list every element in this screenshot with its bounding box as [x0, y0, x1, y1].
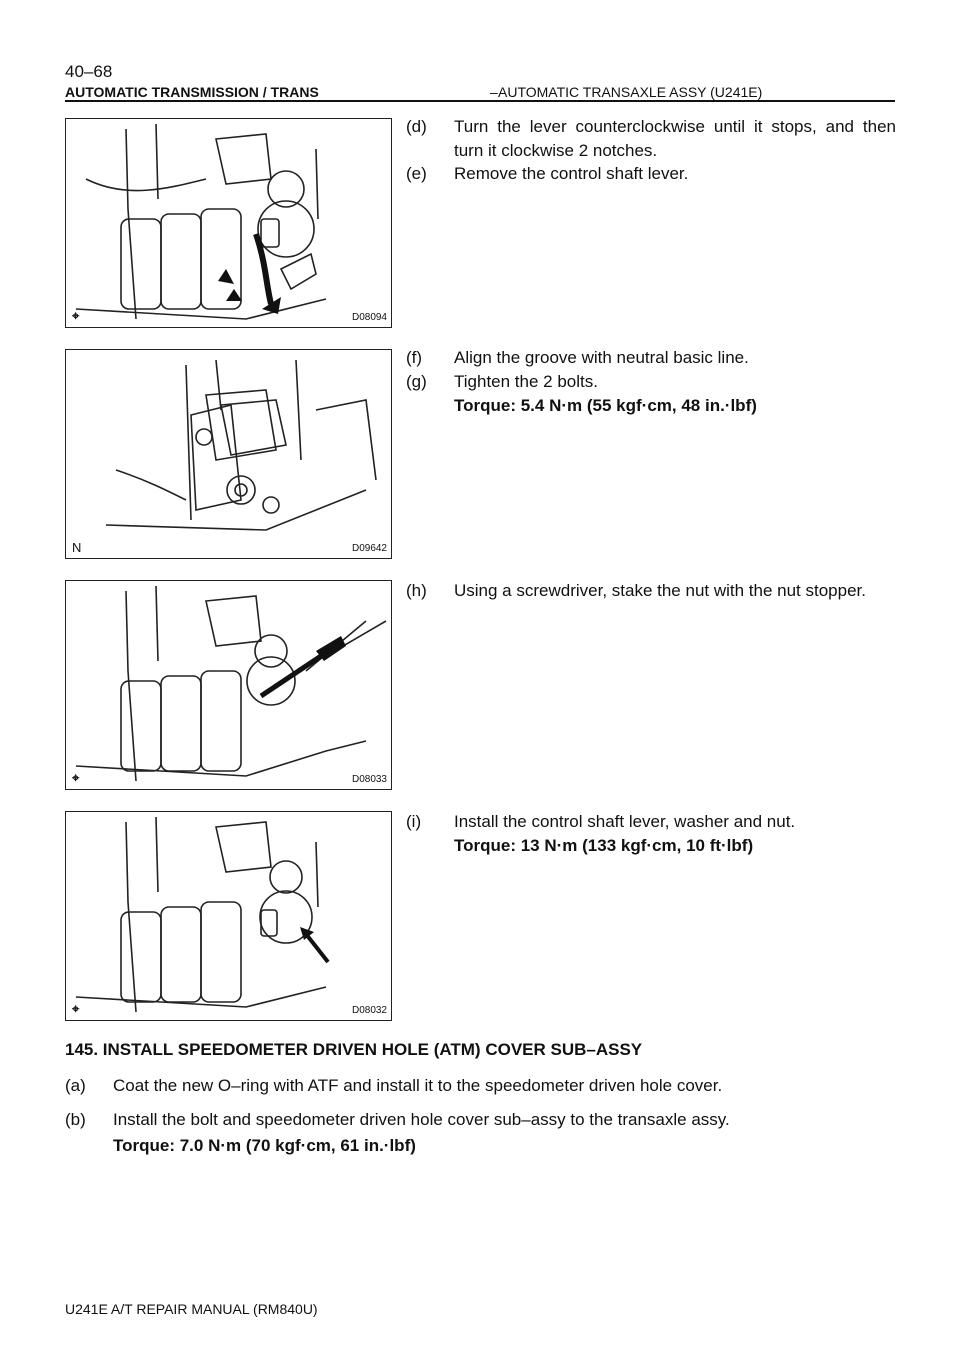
torque-spec: Torque: 13 N·m (133 kgf·cm, 10 ft·lbf): [454, 836, 754, 855]
header-subsection-title: AUTOMATIC TRANSAXLE ASSY (U241E): [498, 84, 763, 100]
figure-code: D08032: [351, 1005, 387, 1016]
figure-d08094: [65, 118, 392, 328]
step-text: Coat the new O–ring with ATF and install it to the speedometer driven hole cover.: [113, 1076, 723, 1095]
step-label: (f): [406, 348, 423, 367]
figure-illustration: [66, 119, 391, 327]
figure-mark: ⌖: [72, 770, 80, 785]
figure-d08033: [65, 580, 392, 790]
step-label: (h): [406, 581, 427, 600]
footer-manual-id: U241E A/T REPAIR MANUAL (RM840U): [65, 1301, 318, 1317]
torque-spec: Torque: 5.4 N·m (55 kgf·cm, 48 in.·lbf): [454, 396, 757, 415]
step-text: Install the control shaft lever, washer and nut.: [454, 812, 796, 831]
step-text-cont: turn it clockwise 2 notches.: [454, 141, 658, 160]
step-label: (i): [406, 812, 422, 831]
step-label: (a): [65, 1076, 86, 1095]
figure-d09642: [65, 349, 392, 559]
figure-d08032: [65, 811, 392, 1021]
step-text: Turn the lever counterclockwise until it stops, and then: [454, 117, 896, 136]
header-section-title: AUTOMATIC TRANSMISSION / TRANS: [65, 84, 319, 100]
header-separator: –: [490, 84, 498, 100]
step-text: Remove the control shaft lever.: [454, 164, 689, 183]
figure-mark: ⌖: [72, 1001, 80, 1016]
step-label: (g): [406, 372, 427, 391]
figure-illustration: [66, 812, 391, 1020]
figure-code: D09642: [351, 543, 387, 554]
figure-mark: ⌖: [72, 308, 80, 323]
step-label: (d): [406, 117, 427, 136]
figure-mark: N: [72, 540, 82, 555]
figure-code: D08094: [351, 312, 387, 323]
step-text: Install the bolt and speedometer driven hole cover sub–assy to the transaxle assy.: [113, 1110, 730, 1129]
step-text: Using a screwdriver, stake the nut with the nut stopper.: [454, 581, 866, 600]
header-rule: [65, 100, 895, 102]
section-heading: 145. INSTALL SPEEDOMETER DRIVEN HOLE (ATM) COVER SUB–ASSY: [65, 1040, 643, 1059]
page-number: 40–68: [65, 62, 113, 81]
step-label: (b): [65, 1110, 86, 1129]
torque-spec: Torque: 7.0 N·m (70 kgf·cm, 61 in.·lbf): [113, 1136, 416, 1155]
figure-illustration: [66, 350, 391, 558]
step-text: Tighten the 2 bolts.: [454, 372, 598, 391]
step-label: (e): [406, 164, 427, 183]
figure-illustration: [66, 581, 391, 789]
step-text: Align the groove with neutral basic line.: [454, 348, 749, 367]
figure-code: D08033: [351, 774, 387, 785]
